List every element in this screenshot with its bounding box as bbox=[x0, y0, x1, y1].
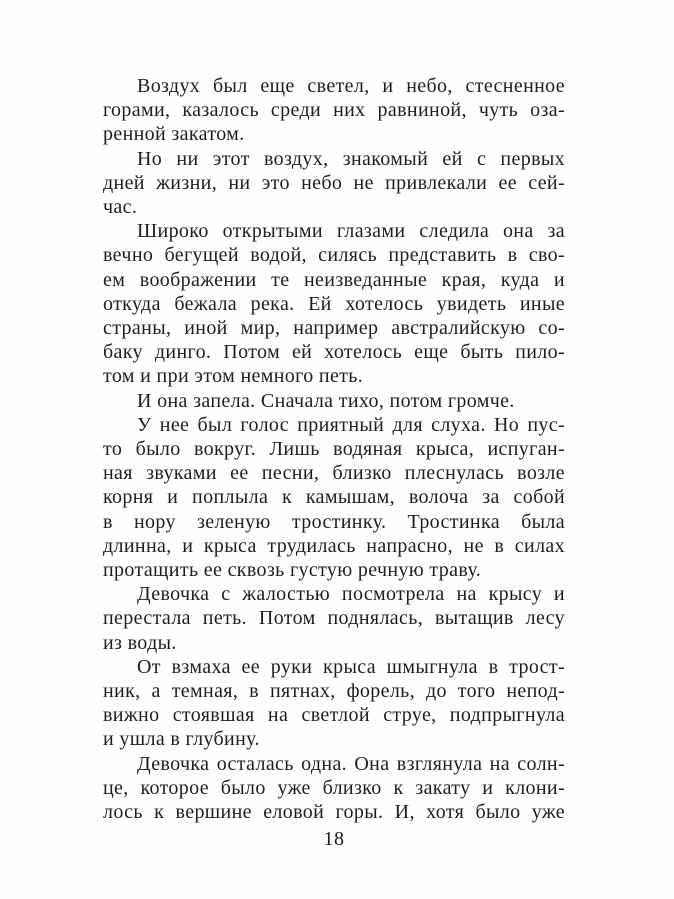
text-line: горами, казалось среди них равниной, чуть оза- bbox=[103, 99, 565, 122]
text-line: вижно стоявшая на светлой струе, подпрыгнула bbox=[103, 704, 565, 727]
text-line: лось к вершине еловой горы. И, хотя было уже bbox=[103, 801, 565, 824]
paragraph bbox=[103, 74, 565, 147]
text-line: протащить ее сквозь густую речную траву. bbox=[103, 559, 482, 582]
text-line: Широко открытыми глазами следила она за bbox=[137, 220, 565, 243]
paragraph bbox=[103, 655, 565, 752]
text-line: вечно бегущей водой, силясь представить в сво- bbox=[103, 244, 565, 267]
text-line: том и при этом немного петь. bbox=[103, 365, 364, 388]
text-line: От взмаха ее руки крыса шмыгнула в трост- bbox=[137, 655, 565, 678]
paragraph bbox=[103, 413, 565, 582]
text-line: перестала петь. Потом поднялась, вытащив лесу bbox=[103, 607, 565, 630]
text-line: страны, иной мир, например австралийскую со- bbox=[103, 317, 565, 340]
paragraph bbox=[103, 147, 565, 220]
text-line: откуда бежала река. Ей хотелось увидеть иные bbox=[103, 292, 565, 315]
text-line: ем воображении те неизведанные края, куда и bbox=[103, 268, 565, 291]
text-line: И она запела. Сначала тихо, потом громче. bbox=[137, 389, 515, 412]
text-line: У нее был голос приятный для слуха. Но пус- bbox=[137, 413, 565, 436]
text-line: и ушла в глубину. bbox=[103, 728, 260, 751]
text-line: ник, а темная, в пятнах, форель, до того непод- bbox=[103, 680, 565, 703]
text-line: ренной закатом. bbox=[103, 123, 245, 146]
text-line: це, которое было уже близко к закату и клони- bbox=[103, 776, 565, 799]
text-line: в нору зеленую тростинку. Тростинка была bbox=[103, 510, 565, 533]
text-line: Но ни этот воздух, знакомый ей с первых bbox=[137, 147, 565, 170]
paragraph bbox=[103, 752, 565, 825]
text-line: дней жизни, ни это небо не привлекали ее сей- bbox=[103, 171, 565, 194]
text-line: то было вокруг. Лишь водяная крыса, испуган- bbox=[103, 438, 565, 461]
paragraph bbox=[103, 582, 565, 655]
text-line: из воды. bbox=[103, 631, 177, 654]
paragraph bbox=[103, 219, 565, 388]
text-line: час. bbox=[103, 196, 138, 219]
text-line: Девочка с жалостью посмотрела на крысу и bbox=[137, 583, 565, 606]
text-line: ная звуками ее песни, близко плеснулась возле bbox=[103, 462, 565, 485]
text-line: длинна, и крыса трудилась напрасно, не в силах bbox=[103, 534, 565, 557]
text-line: баку динго. Потом ей хотелось еще быть пило- bbox=[103, 341, 565, 364]
page-number: 18 bbox=[323, 828, 345, 850]
text-line: Воздух был еще светел, и небо, стесненное bbox=[137, 75, 565, 97]
text-line: Девочка осталась одна. Она взглянула на солн- bbox=[137, 752, 565, 775]
text-line: корня и поплыла к камышам, волоча за собой bbox=[103, 486, 565, 509]
paragraph bbox=[103, 389, 565, 413]
page-text-block bbox=[103, 74, 565, 824]
